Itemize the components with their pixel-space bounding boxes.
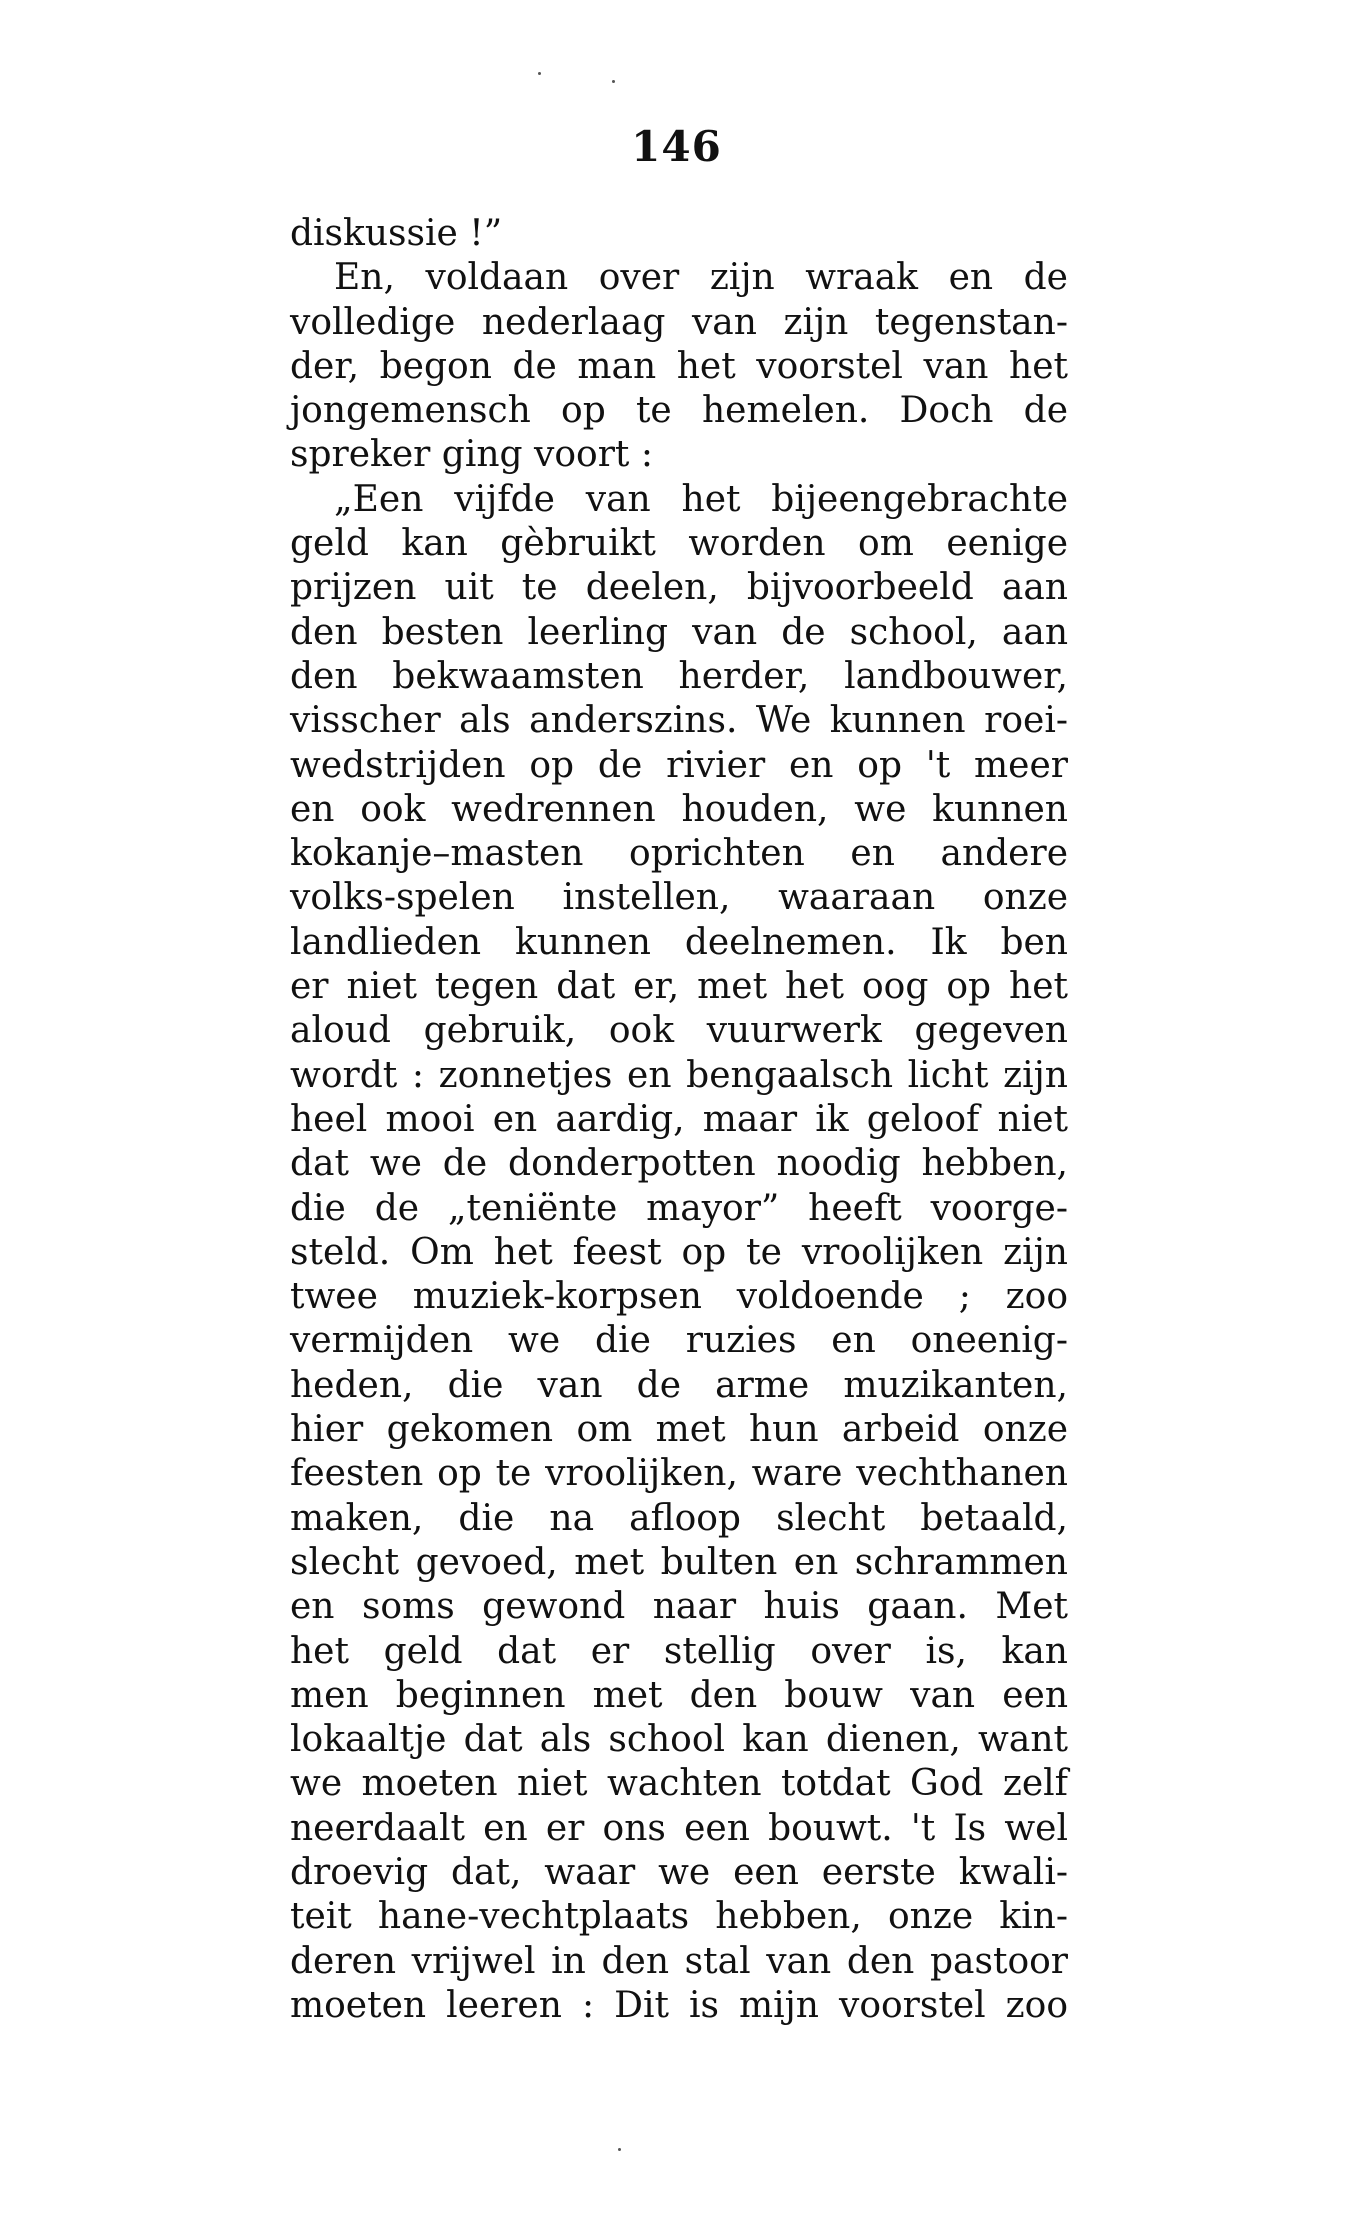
text-line: droevig dat, waar we een eerste kwali- [290,1851,1068,1893]
text-line: lokaaltje dat als school kan dienen, want [290,1719,1068,1761]
text-line: hier gekomen om met hun arbeid onze [290,1409,1068,1451]
text-line: die de „teniënte mayor” heeft voorge- [290,1187,1068,1229]
text-line: het geld dat er stellig over is, kan [290,1630,1068,1672]
text-line: slecht gevoed, met bulten en schrammen [290,1541,1068,1583]
text-line: er niet tegen dat er, met het oog op het [290,966,1068,1008]
print-speck [538,72,541,75]
text-line: aloud gebruik, ook vuurwerk gegeven [290,1010,1068,1052]
text-line: dat we de donderpotten noodig hebben, [290,1143,1068,1185]
text-line: spreker ging voort : [290,434,653,476]
text-line: en ook wedrennen houden, we kunnen [290,788,1068,830]
text-line: „Een vijfde van het bijeengebrachte [334,478,1068,520]
text-line: der, begon de man het voorstel van het [290,345,1068,387]
text-line: wordt : zonnetjes en bengaalsch licht zijn [290,1054,1068,1096]
text-line: deren vrijwel in den stal van den pastoor [290,1940,1068,1982]
text-line: steld. Om het feest op te vroolijken zijn [290,1231,1068,1273]
text-line: prijzen uit te deelen, bijvoorbeeld aan [290,567,1068,609]
text-line: we moeten niet wachten totdat God zelf [290,1763,1068,1805]
text-line: teit hane-vechtplaats hebben, onze kin- [290,1896,1068,1938]
body-text [290,212,1068,2028]
text-line: feesten op te vroolijken, ware vechthanen [290,1453,1068,1495]
text-line: neerdaalt en er ons een bouwt. 't Is wel [290,1807,1068,1849]
print-speck [618,2148,621,2151]
text-line: maken, die na afloop slecht betaald, [290,1497,1068,1539]
text-line: diskussie !” [290,213,503,254]
text-line: heden, die van de arme muzikanten, [290,1364,1068,1406]
text-line: kokanje–masten oprichten en andere [290,833,1068,875]
text-line: men beginnen met den bouw van een [290,1674,1068,1716]
print-speck [612,80,615,83]
text-line: volledige nederlaag van zijn tegenstan- [290,301,1068,343]
text-line: en soms gewond naar huis gaan. Met [290,1586,1068,1628]
text-line: moeten leeren : Dit is mijn voorstel zoo [290,1984,1068,2026]
text-line: jongemensch op te hemelen. Doch de [290,390,1068,432]
text-line: volks-spelen instellen, waaraan onze [290,877,1068,919]
text-line: heel mooi en aardig, maar ik geloof niet [290,1098,1068,1140]
text-line: wedstrijden op de rivier en op 't meer [290,744,1068,786]
text-line: vermijden we die ruzies en oneenig- [290,1320,1068,1362]
page-number: 146 [631,122,722,171]
text-line: En, voldaan over zijn wraak en de [334,257,1068,299]
text-line: geld kan gèbruikt worden om eenige [290,523,1068,565]
text-line: den besten leerling van de school, aan [290,611,1068,653]
text-line: landlieden kunnen deelnemen. Ik ben [290,921,1068,963]
text-line: twee muziek-korpsen voldoende ; zoo [290,1276,1068,1318]
text-line: den bekwaamsten herder, landbouwer, [290,655,1068,697]
text-line: visscher als anderszins. We kunnen roei- [290,700,1068,742]
